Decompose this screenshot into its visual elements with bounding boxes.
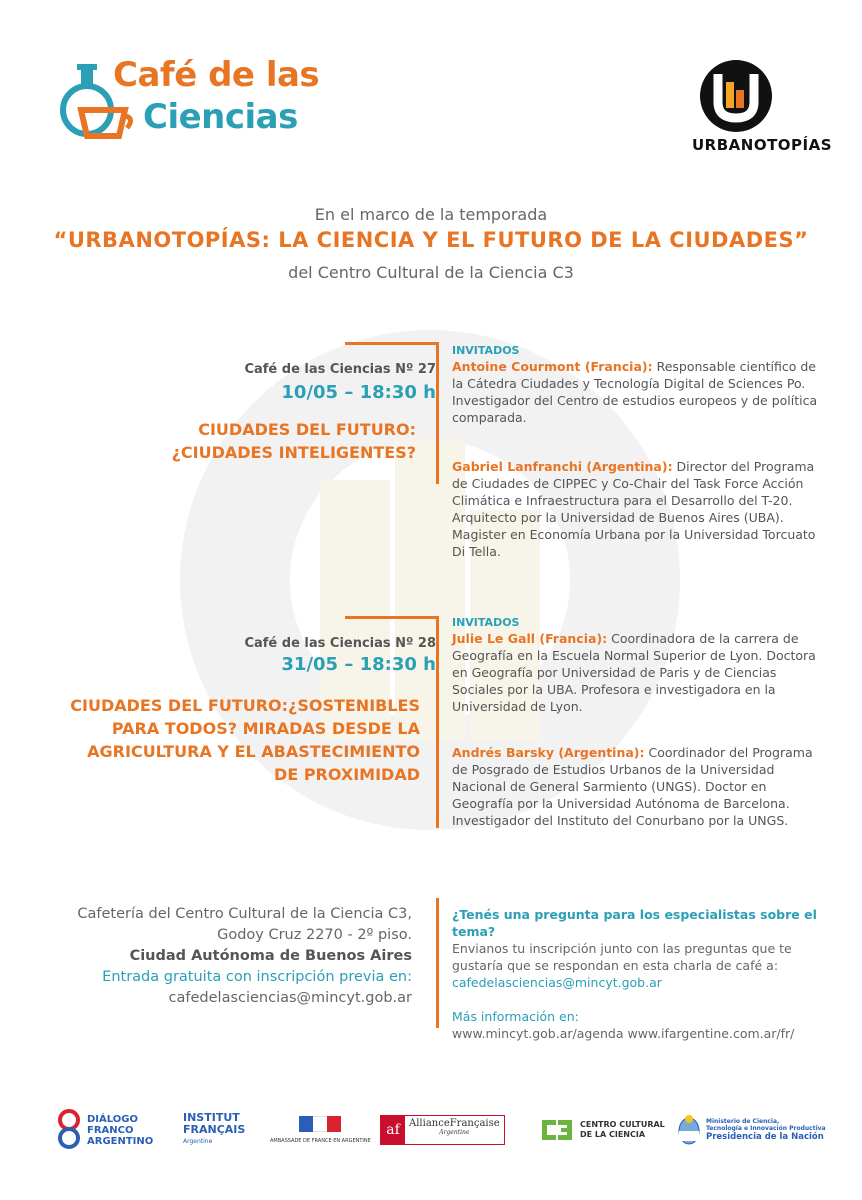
session-title: CIUDADES DEL FUTURO:¿SOSTENIBLES PARA TODOS? MIRADAS DESDE LA AGRICULTURA Y EL ABASTECIMIENTO DE PROXIMIDAD	[70, 696, 420, 784]
french-flag-icon	[299, 1116, 341, 1132]
alliance-francaise-logo: af AllianceFrançaise Argentine	[380, 1105, 505, 1155]
guest-entry: Gabriel Lanfranchi (Argentina): Director del Programa de Ciudades de CIPPEC y Co-Chair del Task Force Acción Climática e Infraestructura para el Desarrollo del T-20. Arquitecto por la Universidad de Buenos Aires (UBA). Magister en Economía Urbana por la Universidad Torcuato Di Tella.	[452, 459, 816, 559]
registration-email[interactable]: cafedelasciencias@mincyt.gob.ar	[168, 990, 412, 1006]
venue-address: Cafetería del Centro Cultural de la Ciencia C3, Godoy Cruz 2270 - 2º piso. Ciudad Autónoma de Buenos Aires Entrada gratuita con inscripción previa en: cafedelasciencias@mincyt.gob.ar	[77, 904, 412, 1009]
divider-v-2	[436, 616, 439, 828]
session-date: 10/05 – 18:30 h	[281, 382, 436, 403]
urbanotopias-circle-icon	[700, 60, 772, 132]
questions-block: ¿Tenés una pregunta para los especialistas sobre el tema? Envianos tu inscripción junto con las preguntas que te gustaría que se respondan en esta charla de café a: cafedelasciencias@mincyt.gob.ar Más información en: www.mincyt.gob.ar/agenda www.ifargentine.com.ar/fr/	[452, 906, 832, 1042]
institut-francais-logo: INSTITUT FRANÇAIS Argentine	[183, 1111, 246, 1145]
session-number: Café de las Ciencias Nº 27	[244, 362, 436, 377]
cafe-logo-line1: Café de las	[113, 55, 320, 95]
session-title: CIUDADES DEL FUTURO: ¿CIUDADES INTELIGENTES?	[171, 420, 416, 462]
cafe-de-las-ciencias-logo	[55, 55, 320, 145]
c3-icon	[538, 1116, 576, 1144]
more-info-links[interactable]: www.mincyt.gob.ar/agenda www.ifargentine.com.ar/fr/	[452, 1026, 795, 1041]
ministerio-ciencia-logo: Ministerio de Ciencia, Tecnología e Innovación Productiva Presidencia de la Nación	[676, 1105, 826, 1155]
intro-text: En el marco de la temporada	[314, 205, 548, 224]
guest-entry: Antoine Courmont (Francia): Responsable científico de la Cátedra Ciudades y Tecnología Digital de Sciences Po. Investigador del Centro de estudios europeos y de política comparada.	[452, 359, 818, 425]
session-number: Café de las Ciencias Nº 28	[244, 636, 436, 651]
divider-h-2	[345, 616, 437, 619]
divider-h-1	[345, 342, 437, 345]
guest-entry: Andrés Barsky (Argentina): Coordinador del Programa de Posgrado de Estudios Urbanos de la Universidad Nacional de General Sarmiento (UNGS). Doctor en Geografía por la Universidad Autónoma de Barcelona. Investigador del Instituto del Conurbano por la UNGS.	[452, 745, 813, 828]
guests-heading: INVITADOS	[452, 616, 520, 629]
embajada-francia-logo: AMBASSADE DE FRANCE EN ARGENTINE	[270, 1105, 371, 1155]
dialogo-rings-icon	[55, 1108, 85, 1152]
argentina-coat-of-arms-icon	[676, 1113, 702, 1147]
dialogo-franco-argentino-logo: DIÁLOGO FRANCO ARGENTINO	[55, 1105, 153, 1155]
divider-v-1	[436, 342, 439, 484]
questions-email-link[interactable]: cafedelasciencias@mincyt.gob.ar	[452, 975, 662, 990]
divider-v-footer	[436, 898, 439, 1028]
urbanotopias-label: URBANOTOPÍAS	[692, 136, 833, 154]
organizer-text: del Centro Cultural de la Ciencia C3	[288, 263, 574, 282]
guest-entry: Julie Le Gall (Francia): Coordinadora de la carrera de Geografía en la Escuela Normal Superior de Lyon. Doctora en Geografía por Universidad de Paris y de Ciencias Sociales por la UBA. Profesora e investigadora en la Universidad de Lyon.	[452, 631, 816, 714]
session-date: 31/05 – 18:30 h	[281, 654, 436, 675]
cafe-logo-line2: Ciencias	[143, 97, 298, 137]
urbanotopias-logo	[692, 60, 833, 160]
c3-logo: CENTRO CULTURAL DE LA CIENCIA	[538, 1105, 665, 1155]
season-title: “URBANOTOPÍAS: LA CIENCIA Y EL FUTURO DE LA CIUDADES”	[53, 228, 809, 252]
guests-heading: INVITADOS	[452, 344, 520, 357]
